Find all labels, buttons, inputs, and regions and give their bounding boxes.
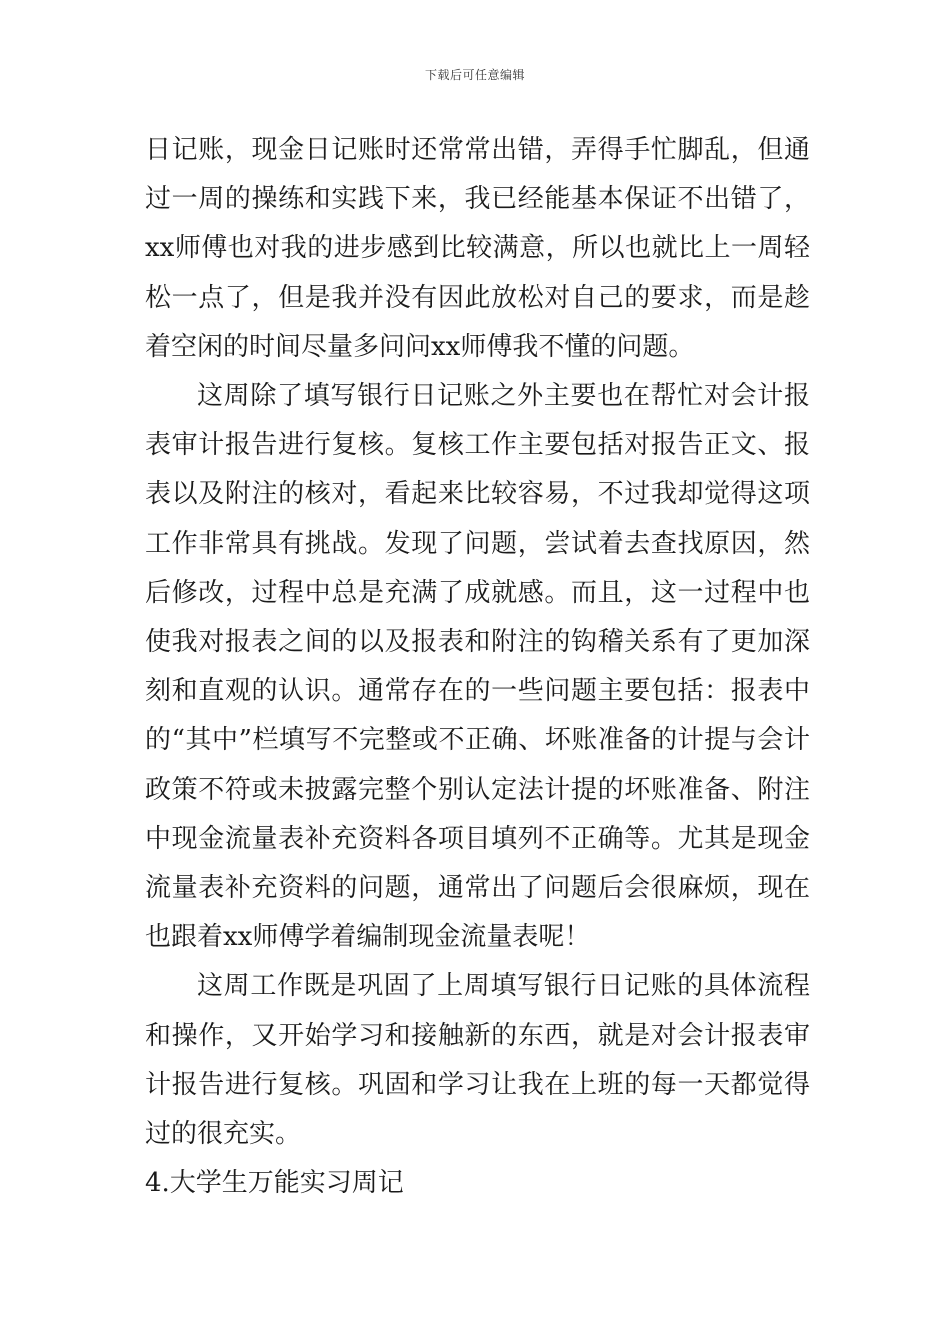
paragraph-review-work: 这周除了填写银行日记账之外主要也在帮忙对会计报表审计报告进行复核。复核工作主要包括对报告正文、报表以及附注的核对，看起来比较容易，不过我却觉得这项工作非常具有挑战。发现了问题，尝试着去查找原因，然后修改，过程中总是充满了成就感。而且，这一过程中也使我对报表之间的以及报表和附注的钩稽关系有了更加深刻和直观的认识。通常存在的一些问题主要包括：报表中的“其中”栏填写不完整或不正确、坏账准备的计提与会计政策不符或未披露完整个别认定法计提的坏账准备、附注中现金流量表补充资料各项目填列不正确等。尤其是现金流量表补充资料的问题，通常出了问题后会很麻烦，现在也跟着xx师傅学着编制现金流量表呢！ xyxy=(145,381,810,953)
document-body xyxy=(145,126,810,1208)
header-note: 下载后可任意编辑 xyxy=(424,68,525,82)
paragraph-continuation: 日记账，现金日记账时还常常出错，弄得手忙脚乱，但通过一周的操练和实践下来，我已经能基本保证不出错了，xx师傅也对我的进步感到比较满意，所以也就比上一周轻松一点了，但是我并没有因此放松对自己的要求，而是趁着空闲的时间尽量多问问xx师傅我不懂的问题。 xyxy=(145,135,810,362)
paragraph-weekly-summary: 这周工作既是巩固了上周填写银行日记账的具体流程和操作，又开始学习和接触新的东西，就是对会计报表审计报告进行复核。巩固和学习让我在上班的每一天都觉得过的很充实。 xyxy=(145,971,810,1150)
section-heading: 4.大学生万能实习周记 xyxy=(145,1168,404,1199)
